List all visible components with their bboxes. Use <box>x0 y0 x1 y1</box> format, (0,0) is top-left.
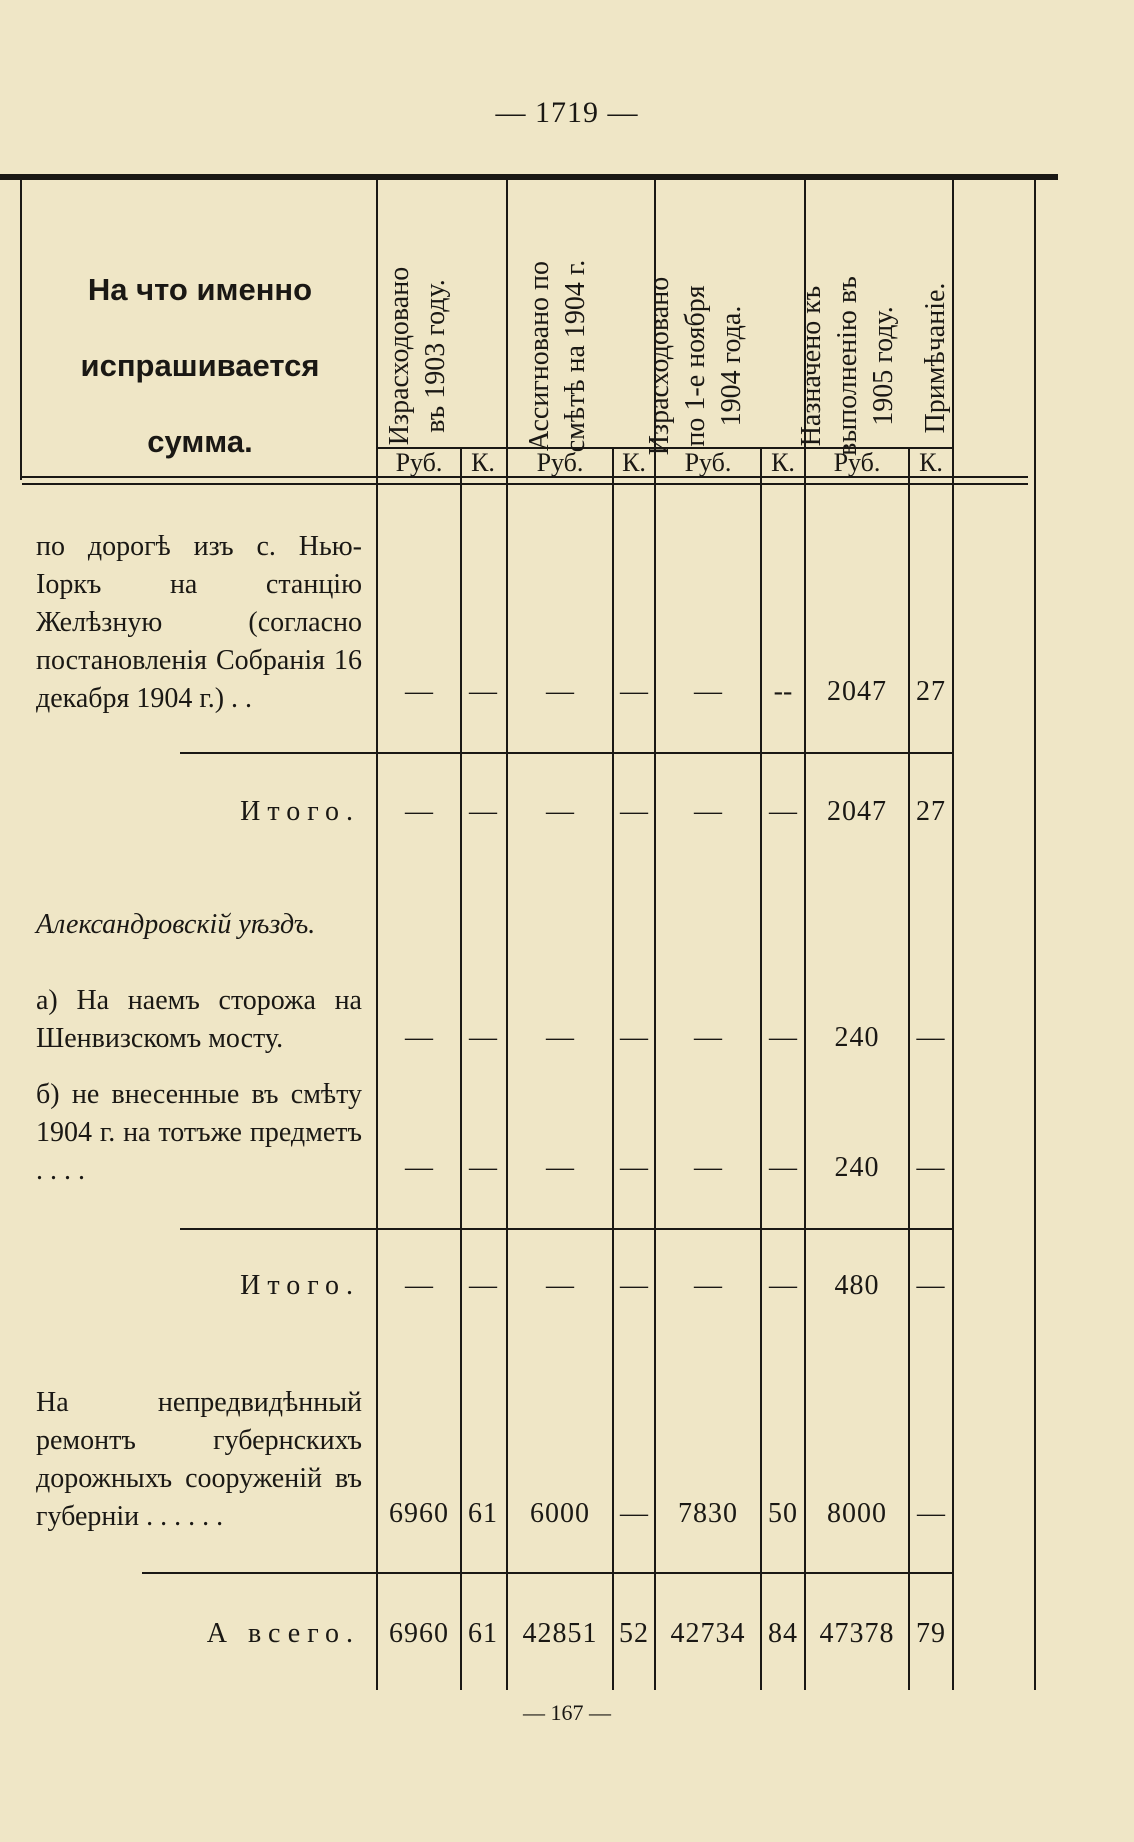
row3-kop3: — <box>769 1022 797 1053</box>
col-rule-1 <box>376 180 378 1690</box>
row-label-subtotal-2: Итого. <box>240 1270 360 1301</box>
row3-rub1: — <box>405 1022 433 1053</box>
unit-kop-3: К. <box>771 448 795 477</box>
row0-rub3: — <box>694 676 722 707</box>
col-rule-2 <box>506 180 508 1690</box>
subtotal-rule-1 <box>180 752 952 754</box>
row-label-subtotal-1: Итого. <box>240 796 360 827</box>
row4-rub4: 240 <box>834 1152 880 1183</box>
row-label-watchman: а) На наемъ сторожа на Шенвизскомъ мосту. <box>36 985 362 1054</box>
unit-rub-4: Руб. <box>833 448 881 477</box>
row0-kop2: — <box>620 676 648 707</box>
row3-kop4: — <box>916 1022 946 1053</box>
row3-rub4: 240 <box>834 1022 880 1053</box>
row4-kop4: — <box>916 1152 946 1183</box>
table-top-rule <box>0 174 1058 180</box>
row7-rub2: 42851 <box>522 1618 598 1649</box>
row5-kop3: — <box>769 1270 797 1301</box>
row-label-grand-total: А всего. <box>206 1618 360 1649</box>
row4-kop3: — <box>769 1152 797 1183</box>
row5-kop4: — <box>916 1270 946 1301</box>
unit-kop-4: К. <box>919 448 943 477</box>
header-col-assigned-1904: Ассигновано по смѣтѣ на 1904 г. <box>524 259 591 453</box>
row4-rub3: — <box>694 1152 722 1183</box>
row5-rub3: — <box>694 1270 722 1301</box>
row-label-unforeseen-repair: На непредвидѣнный ремонтъ губернскихъ дорожныхъ сооруженій въ губерніи . . . . . . <box>36 1387 362 1532</box>
row1-rub1: — <box>405 796 433 827</box>
row4-kop2: — <box>620 1152 648 1183</box>
row6-kop2: — <box>620 1498 648 1529</box>
row6-kop3: 50 <box>768 1498 798 1529</box>
row5-kop2: — <box>620 1270 648 1301</box>
row0-rub4: 2047 <box>827 676 887 707</box>
page-number-bottom: — 167 — <box>523 1700 611 1725</box>
unit-kop-1: К. <box>471 448 495 477</box>
unit-rub-2: Руб. <box>536 448 584 477</box>
row7-kop3: 84 <box>768 1618 798 1649</box>
row7-kop4: 79 <box>916 1618 946 1649</box>
district-heading-aleksandrovsky: Александровскій уѣздъ. <box>36 909 316 940</box>
row1-rub3: — <box>694 796 722 827</box>
row-label-new-york-road: по дорогѣ изъ с. Нью-Іоркъ на станцію Желѣзную (согласно постановленія Собранія 16 декабря 1904 г.) . . <box>36 531 362 714</box>
unit-rub-1: Руб. <box>395 448 443 477</box>
row6-rub2: 6000 <box>530 1498 590 1529</box>
row3-rub3: — <box>694 1022 722 1053</box>
row1-rub4: 2047 <box>827 796 887 827</box>
row0-kop4: 27 <box>916 676 946 707</box>
row5-rub1: — <box>405 1270 433 1301</box>
row7-rub3: 42734 <box>670 1618 746 1649</box>
row4-rub1: — <box>405 1152 433 1183</box>
unit-rub-3: Руб. <box>684 448 732 477</box>
row6-rub3: 7830 <box>678 1498 738 1529</box>
row0-kop1: — <box>469 676 497 707</box>
subtotal-rule-2 <box>180 1228 952 1230</box>
row7-kop1: 61 <box>468 1618 498 1649</box>
row1-kop2: — <box>620 796 648 827</box>
header-col-spent-nov-1904: Израсходовано по 1-е ноября 1904 года. <box>644 276 747 456</box>
row-label-not-included: б) не внесенные въ смѣту 1904 г. на тотъже предметъ . . . . <box>36 1079 362 1186</box>
header-description: На что именно испрашивается сумма. <box>80 272 320 459</box>
row7-kop2: 52 <box>619 1618 649 1649</box>
row5-rub2: — <box>546 1270 574 1301</box>
header-col-planned-1905: Назначено къ выполненію въ 1905 году. <box>796 276 899 456</box>
row1-kop3: — <box>769 796 797 827</box>
row4-kop1: — <box>469 1152 497 1183</box>
unit-kop-2: К. <box>622 448 646 477</box>
row3-kop1: — <box>469 1022 497 1053</box>
header-col-notes: Примѣчаніе. <box>920 282 951 434</box>
grand-total-rule <box>142 1572 952 1574</box>
row6-kop4: — <box>917 1498 945 1529</box>
row0-rub1: — <box>405 676 433 707</box>
row5-kop1: — <box>469 1270 497 1301</box>
row4-rub2: — <box>546 1152 574 1183</box>
row0-kop3: -- <box>773 676 793 707</box>
row6-rub4: 8000 <box>827 1498 887 1529</box>
row6-rub1: 6960 <box>389 1498 449 1529</box>
row7-rub4: 47378 <box>819 1618 895 1649</box>
header-col-spent-1903: Израсходовано въ 1903 году. <box>384 266 451 446</box>
row1-kop4: 27 <box>916 796 946 827</box>
row3-kop2: — <box>620 1022 648 1053</box>
table-right-rule <box>1034 180 1036 1690</box>
row7-rub1: 6960 <box>389 1618 449 1649</box>
row0-rub2: — <box>546 676 574 707</box>
row1-rub2: — <box>546 796 574 827</box>
row6-kop1: 61 <box>468 1498 498 1529</box>
row1-kop1: — <box>469 796 497 827</box>
table-left-rule <box>20 180 22 480</box>
row3-rub2: — <box>546 1022 574 1053</box>
page-number-top: — 1719 — <box>495 96 639 129</box>
row5-rub4: 480 <box>834 1270 880 1301</box>
